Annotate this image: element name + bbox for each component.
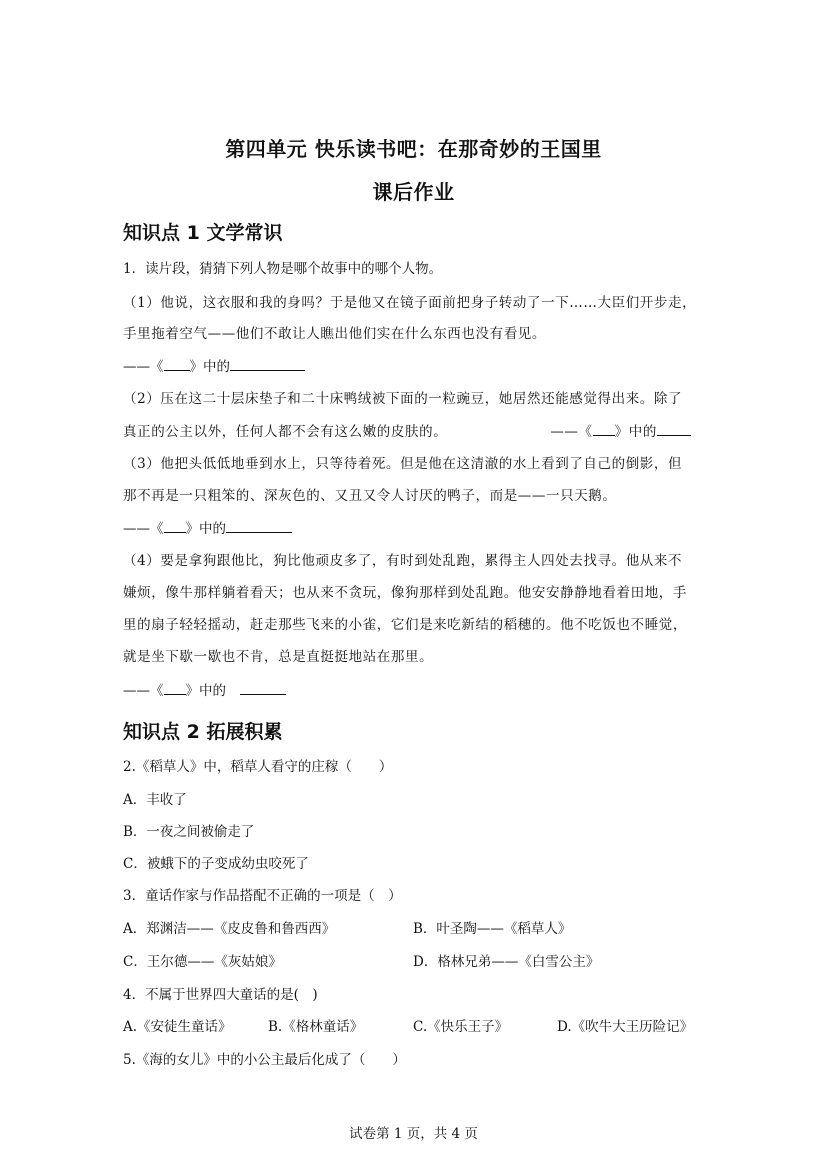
character-blank-2[interactable] [657, 421, 691, 436]
question-3-option-a[interactable]: A．郑渊洁——《皮皮鲁和鲁西西》 [123, 921, 336, 937]
page-footer: 试卷第 1 页，共 4 页 [349, 1126, 478, 1142]
character-blank-1[interactable] [230, 356, 305, 371]
question-3-stem: 3．童话作家与作品搭配不正确的一项是（ ） [123, 888, 402, 904]
passage-3-line-1: （3）他把头低低地垂到水上，只等待着死。但是他在这清澈的水上看到了自己的倒影，但 [123, 456, 683, 472]
answer-middle: 》中的 [189, 359, 230, 375]
book-blank-1[interactable] [164, 356, 190, 371]
question-4-option-c[interactable]: C.《快乐王子》 [413, 1019, 509, 1035]
passage-4-line-3: 里的扇子轻轻摇动，赶走那些飞来的小雀，它们是来吃新结的稻穗的。他不吃饭也不睡觉， [123, 617, 687, 633]
question-5-stem: 5.《海的女儿》中的小公主最后化成了（ ） [123, 1052, 406, 1068]
question-2-option-c[interactable]: C．被蛾下的子变成幼虫咬死了 [123, 856, 309, 872]
passage-1-line-1: （1）他说，这衣服和我的身吗？于是他又在镜子面前把身子转动了一下……大臣们开步走， [123, 295, 697, 311]
question-1-stem: 1．读片段，猜猜下列人物是哪个故事中的哪个人物。 [123, 261, 443, 277]
passage-1-line-2: 手里拖着空气——他们不敢让人瞧出他们实在什么东西也没有看见。 [123, 326, 546, 342]
passage-4-line-1: （4）要是拿狗跟他比，狗比他顽皮多了，有时到处乱跑，累得主人四处去找寻。他从来不 [123, 553, 683, 569]
passage-2-line-2 [123, 421, 713, 442]
passage-3-line-2: 那不再是一只粗笨的、深灰色的、又丑又令人讨厌的鸭子，而是——一只天鹅。 [123, 488, 617, 504]
answer-middle: 》中的 [614, 424, 657, 440]
answer-row-1 [123, 356, 713, 377]
section-heading-2: 知识点 2 拓展积累 [123, 721, 283, 743]
character-blank-3[interactable] [226, 518, 292, 533]
question-4-option-d[interactable]: D.《吹牛大王历险记》 [557, 1019, 694, 1035]
passage-4-line-2: 嫌烦，像牛那样躺着看天；也从来不贪玩，像狗那样到处乱跑。他安安静静地看着田地，手 [123, 585, 687, 601]
book-blank-3[interactable] [164, 518, 186, 533]
passage-2-line-1: （2）压在这二十层床垫子和二十床鸭绒被下面的一粒豌豆，她居然还能感觉得出来。除了 [123, 391, 683, 407]
answer-middle: 》中的 [185, 521, 226, 537]
question-4-option-b[interactable]: B.《格林童话》 [268, 1019, 364, 1035]
answer-middle: 》中的 [185, 683, 226, 699]
answer-prefix: ——《 [123, 359, 164, 375]
page-title: 第四单元 快乐读书吧：在那奇妙的王国里 [225, 137, 602, 161]
question-3-option-d[interactable]: D．格林兄弟——《白雪公主》 [413, 954, 600, 970]
question-2-option-b[interactable]: B．一夜之间被偷走了 [123, 824, 255, 840]
answer-prefix: ——《 [550, 424, 593, 440]
question-2-option-a[interactable]: A．丰收了 [123, 792, 187, 808]
question-2-stem: 2.《稻草人》中，稻草人看守的庄稼（ ） [123, 759, 393, 775]
book-blank-2[interactable] [593, 421, 615, 436]
question-4-option-a[interactable]: A.《安徒生童话》 [123, 1019, 232, 1035]
answer-prefix: ——《 [123, 683, 164, 699]
question-3-option-c[interactable]: C．王尔德——《灰姑娘》 [123, 954, 282, 970]
question-3-option-b[interactable]: B．叶圣陶——《稻草人》 [413, 921, 572, 937]
answer-prefix: ——《 [123, 521, 164, 537]
answer-row-3 [123, 518, 713, 539]
answer-row-4 [123, 680, 713, 701]
book-blank-4[interactable] [164, 680, 186, 695]
passage-2-text: 真正的公主以外，任何人都不会有这么嫩的皮肤的。 [123, 424, 448, 440]
passage-4-line-4: 就是坐下歇一歇也不肯，总是直挺挺地站在那里。 [123, 649, 434, 665]
character-blank-4[interactable] [240, 680, 286, 695]
page-subtitle: 课后作业 [372, 180, 455, 204]
question-4-stem: 4．不属于世界四大童话的是( ) [123, 987, 318, 1003]
section-heading-1: 知识点 1 文学常识 [123, 222, 283, 244]
